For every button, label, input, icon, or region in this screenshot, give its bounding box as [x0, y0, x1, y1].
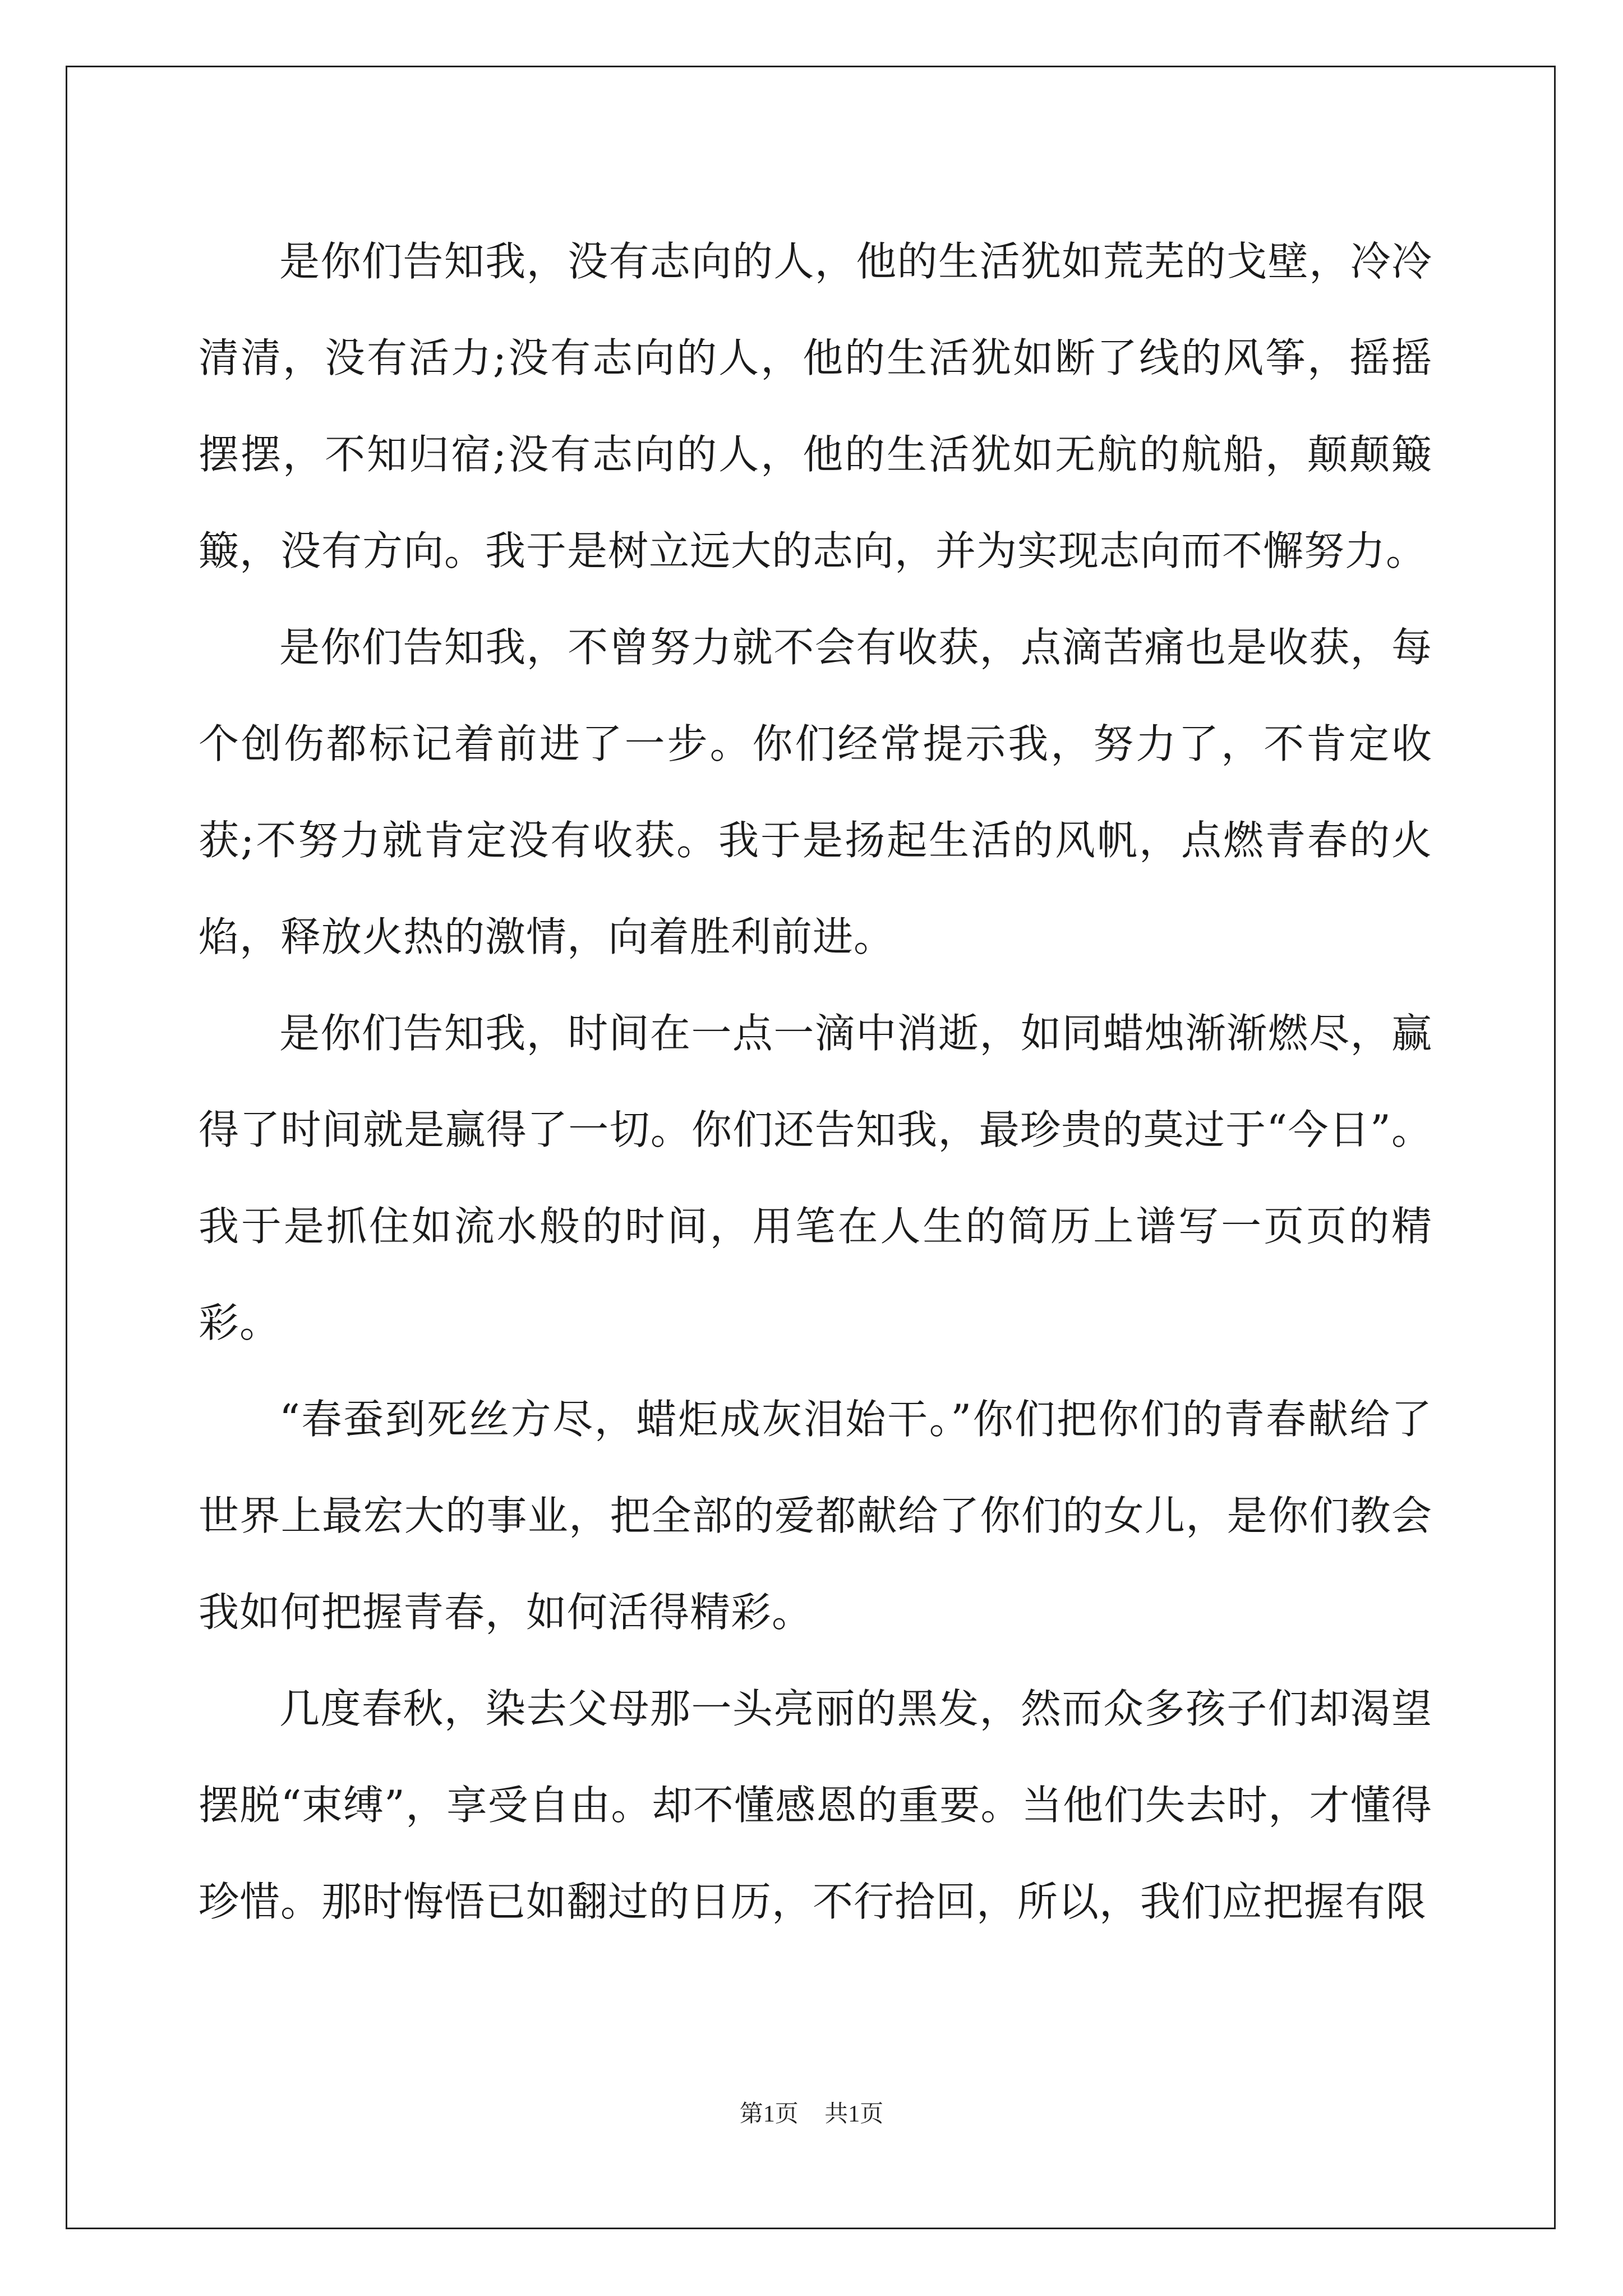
document-body [199, 213, 1432, 1950]
paragraph-2: 是你们告知我，不曾努力就不会有收获，点滴苦痛也是收获，每个创伤都标记着前进了一步。你们经常提示我，努力了，不肯定收获;不努力就肯定没有收获。我于是扬起生活的风帆，点燃青春的火焰，释放火热的激情，向着胜利前进。 [199, 624, 1432, 960]
page-footer [0, 2095, 1623, 2129]
paragraph-5: 几度春秋，染去父母那一头亮丽的黑发，然而众多孩子们却渴望摆脱“束缚”，享受自由。却不懂感恩的重要。当他们失去时，才懂得珍惜。那时悔悟已如翻过的日历，不行拾回，所以，我们应把握有限 [199, 1685, 1432, 1925]
paragraph-1: 是你们告知我，没有志向的人，他的生活犹如荒芜的戈壁，冷冷清清，没有活力;没有志向的人，他的生活犹如断了线的风筝，摇摇摆摆，不知归宿;没有志向的人，他的生活犹如无航的航船，颠颠簸簸，没有方向。我于是树立远大的志向，并为实现志向而不懈努力。 [199, 238, 1432, 574]
page-total: 共1页 [824, 2101, 884, 2127]
page-number: 第1页 [739, 2101, 799, 2127]
paragraph-4: “春蚕到死丝方尽，蜡炬成灰泪始干。”你们把你们的青春献给了世界上最宏大的事业，把全部的爱都献给了你们的女儿，是你们教会我如何把握青春，如何活得精彩。 [199, 1396, 1432, 1636]
paragraph-3: 是你们告知我，时间在一点一滴中消逝，如同蜡烛渐渐燃尽，赢得了时间就是赢得了一切。你们还告知我，最珍贵的莫过于“今日”。我于是抓住如流水般的时间，用笔在人生的简历上谱写一页页的精彩。 [199, 1010, 1432, 1346]
